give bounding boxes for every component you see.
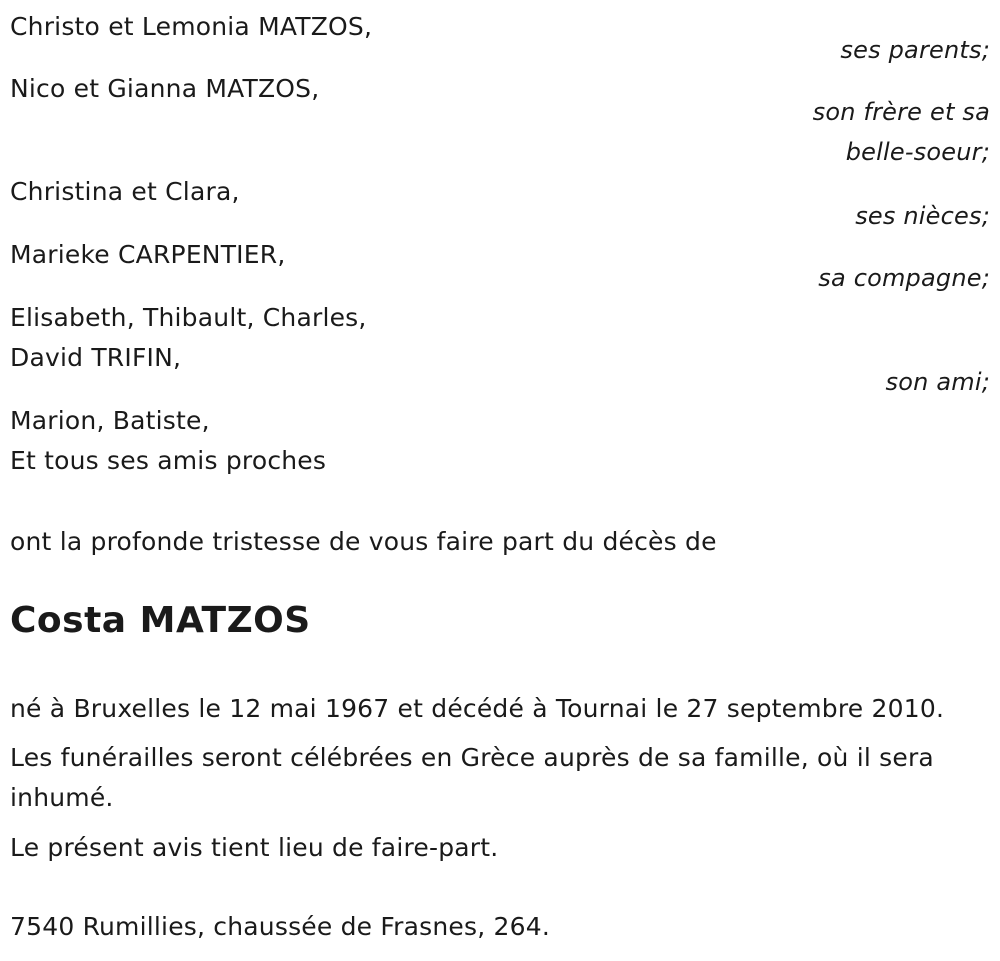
birth-death-text: né à Bruxelles le 12 mai 1967 et décédé à Tournai le 27 septembre 2010. (10, 694, 945, 723)
relation-nieces: ses nièces; (855, 202, 990, 230)
family-names-friends-line2: David TRIFIN, (10, 343, 182, 372)
funeral-text-line2: inhumé. (10, 783, 114, 812)
family-names-others-line2: Et tous ses amis proches (10, 446, 327, 475)
family-names-nieces: Christina et Clara, (10, 177, 240, 206)
address-text: 7540 Rumillies, chaussée de Frasnes, 264. (10, 912, 550, 941)
funeral-text-line1: Les funérailles seront célébrées en Grèce auprès de sa famille, où il sera (10, 743, 934, 772)
relation-friend: son ami; (885, 368, 990, 396)
notice-text: Le présent avis tient lieu de faire-part. (10, 833, 499, 862)
relation-companion: sa compagne; (818, 264, 990, 292)
relation-brother-line1: son frère et sa (812, 98, 990, 126)
relation-brother-line2: belle-soeur; (845, 138, 990, 166)
family-names-friends-line1: Elisabeth, Thibault, Charles, (10, 303, 367, 332)
announcement-text: ont la profonde tristesse de vous faire part du décès de (10, 527, 717, 556)
family-names-others-line1: Marion, Batiste, (10, 406, 210, 435)
family-names-brother: Nico et Gianna MATZOS, (10, 74, 320, 103)
family-names-companion: Marieke CARPENTIER, (10, 240, 286, 269)
deceased-name: Costa MATZOS (10, 600, 311, 641)
relation-parents: ses parents; (840, 36, 990, 64)
family-names-parents: Christo et Lemonia MATZOS, (10, 12, 373, 41)
